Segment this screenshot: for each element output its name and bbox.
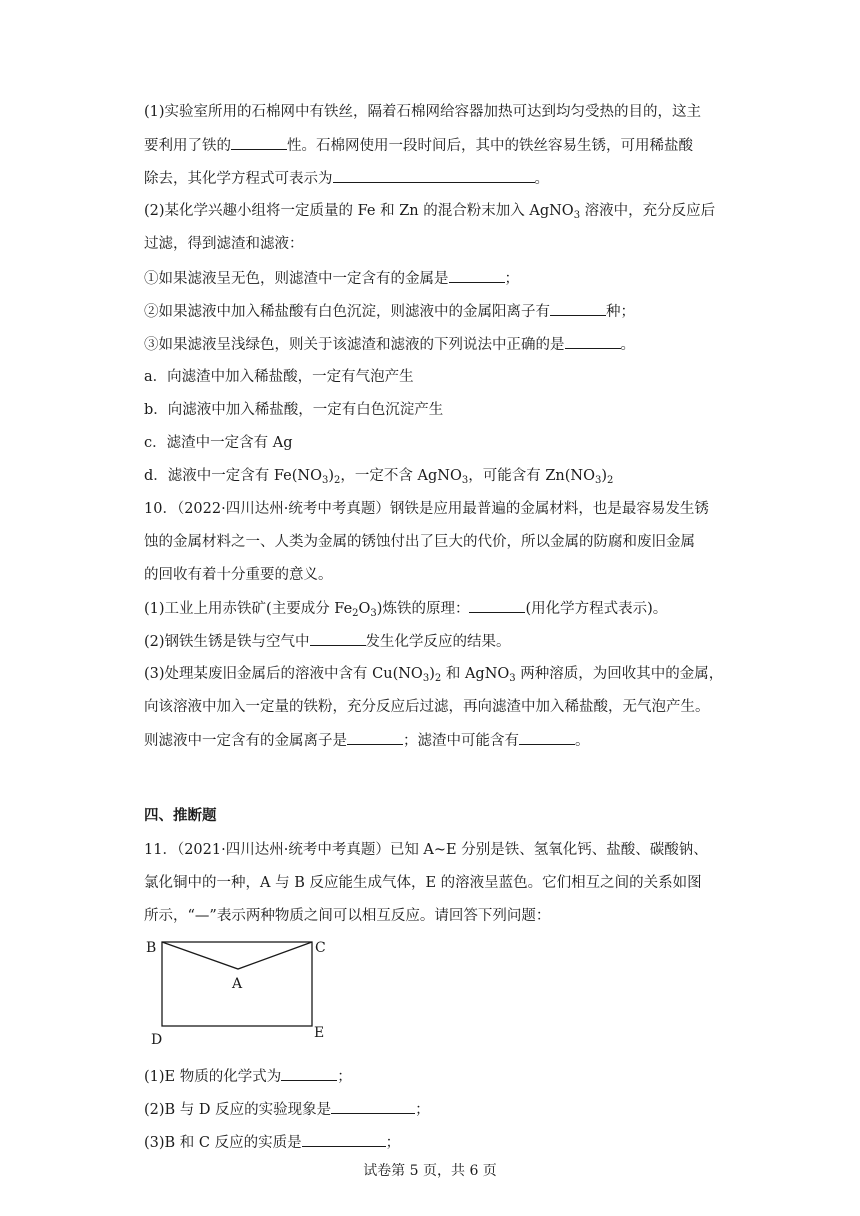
q9-option-c: c．滤渣中一定含有 Ag xyxy=(144,435,293,451)
q9-option-b: b．向滤液中加入稀盐酸，一定有白色沉淀产生 xyxy=(144,402,444,418)
answer-blank[interactable] xyxy=(449,268,505,283)
q10-part3-line1: (3)处理某废旧金属后的溶液中含有 $Cu(NO_3)_2$ 和 AgNO$_3$ 两种溶质，为回收其中的金属， xyxy=(144,666,724,684)
answer-blank[interactable] xyxy=(231,135,287,150)
q10-part3-line3: 则滤液中一定含有的金属离子是 ；滤渣中可能含有 。 xyxy=(144,730,590,751)
q9-p2-sub1: ①如果滤液呈无色，则滤渣中一定含有的金属是 ； xyxy=(144,268,519,289)
node-label-e: E xyxy=(314,1025,325,1041)
node-label-c: C xyxy=(315,940,326,956)
q11-line2: 氯化铜中的一种，A 与 B 反应能生成气体，E 的溶液呈蓝色。它们相互之间的关系如图 xyxy=(144,875,702,891)
q11-line3: 所示，“—”表示两种物质之间可以相互反应。请回答下列问题： xyxy=(144,908,551,924)
answer-blank[interactable] xyxy=(302,1132,386,1147)
q9-p2-line1: (2)某化学兴趣小组将一定质量的 Fe 和 Zn 的混合粉末加入 AgNO$_3$ 溶液中，充分反应后 xyxy=(144,203,716,221)
q10-part2: (2)钢铁生锈是铁与空气中 发生化学反应的结果。 xyxy=(144,631,511,652)
answer-blank[interactable] xyxy=(331,1099,415,1114)
q11-part2: (2)B 与 D 反应的实验现象是 ； xyxy=(144,1099,430,1120)
q11-part1: (1)E 物质的化学式为 ； xyxy=(144,1066,352,1087)
answer-blank[interactable] xyxy=(519,730,575,745)
node-label-a: A xyxy=(232,976,243,992)
q9-p2-sub2: ②如果滤液中加入稀盐酸有白色沉淀，则滤液中的金属阳离子有 种； xyxy=(144,301,635,322)
answer-blank[interactable] xyxy=(347,730,403,745)
q9-p2-sub3: ③如果滤液呈浅绿色，则关于该滤渣和滤液的下列说法中正确的是 。 xyxy=(144,334,635,355)
answer-blank[interactable] xyxy=(281,1066,337,1081)
answer-blank[interactable] xyxy=(565,334,621,349)
q10-part1: (1)工业上用赤铁矿(主要成分 $Fe_2O_3$)炼铁的原理： (用化学方程式表示)。 xyxy=(144,598,667,619)
relation-diagram xyxy=(140,934,340,1049)
q9-p1-line3b: 除去，其化学方程式可表示为 。 xyxy=(144,168,549,189)
answer-blank[interactable] xyxy=(333,168,535,183)
section-heading: 四、推断题 xyxy=(144,807,217,824)
q10-part3-line2: 向该溶液中加入一定量的铁粉，充分反应后过滤，再向滤渣中加入稀盐酸，无气泡产生。 xyxy=(144,699,710,715)
answer-blank[interactable] xyxy=(469,598,525,613)
node-label-d: D xyxy=(151,1032,163,1048)
answer-blank[interactable] xyxy=(310,631,366,646)
q11-line1: 11．（2021·四川达州·统考中考真题）已知 A~E 分别是铁、氢氧化钙、盐酸、碳酸钠、 xyxy=(144,842,708,858)
node-label-b: B xyxy=(146,940,157,956)
q10-line2: 蚀的金属材料之一、人类为金属的锈蚀付出了巨大的代价，所以金属的防腐和废旧金属 xyxy=(144,534,695,550)
page-footer: 试卷第 5 页，共 6 页 xyxy=(363,1163,497,1179)
q9-p1-line1: (1)实验室所用的石棉网中有铁丝，隔着石棉网给容器加热可达到均匀受热的目的，这主 xyxy=(144,104,702,120)
q9-p2-line2: 过滤，得到滤渣和滤液： xyxy=(144,236,304,252)
q11-part3: (3)B 和 C 反应的实质是 ； xyxy=(144,1132,400,1153)
q9-option-a: a．向滤渣中加入稀盐酸，一定有气泡产生 xyxy=(144,369,414,385)
diagram-v-lines xyxy=(162,942,312,969)
q10-line1: 10．（2022·四川达州·统考中考真题）钢铁是应用最普遍的金属材料，也是最容易发生锈 xyxy=(144,501,709,517)
q10-line3: 的回收有着十分重要的意义。 xyxy=(144,567,333,583)
q9-option-d: d．滤液中一定含有 $Fe(NO_3)_2$，一定不含 AgNO$_3$，可能含有 $Zn(NO_3)_2$ xyxy=(144,468,614,486)
answer-blank[interactable] xyxy=(550,301,606,316)
q9-p1-line2: 要利用了铁的 性。石棉网使用一段时间后，其中的铁丝容易生锈，可用稀盐酸 xyxy=(144,135,693,156)
